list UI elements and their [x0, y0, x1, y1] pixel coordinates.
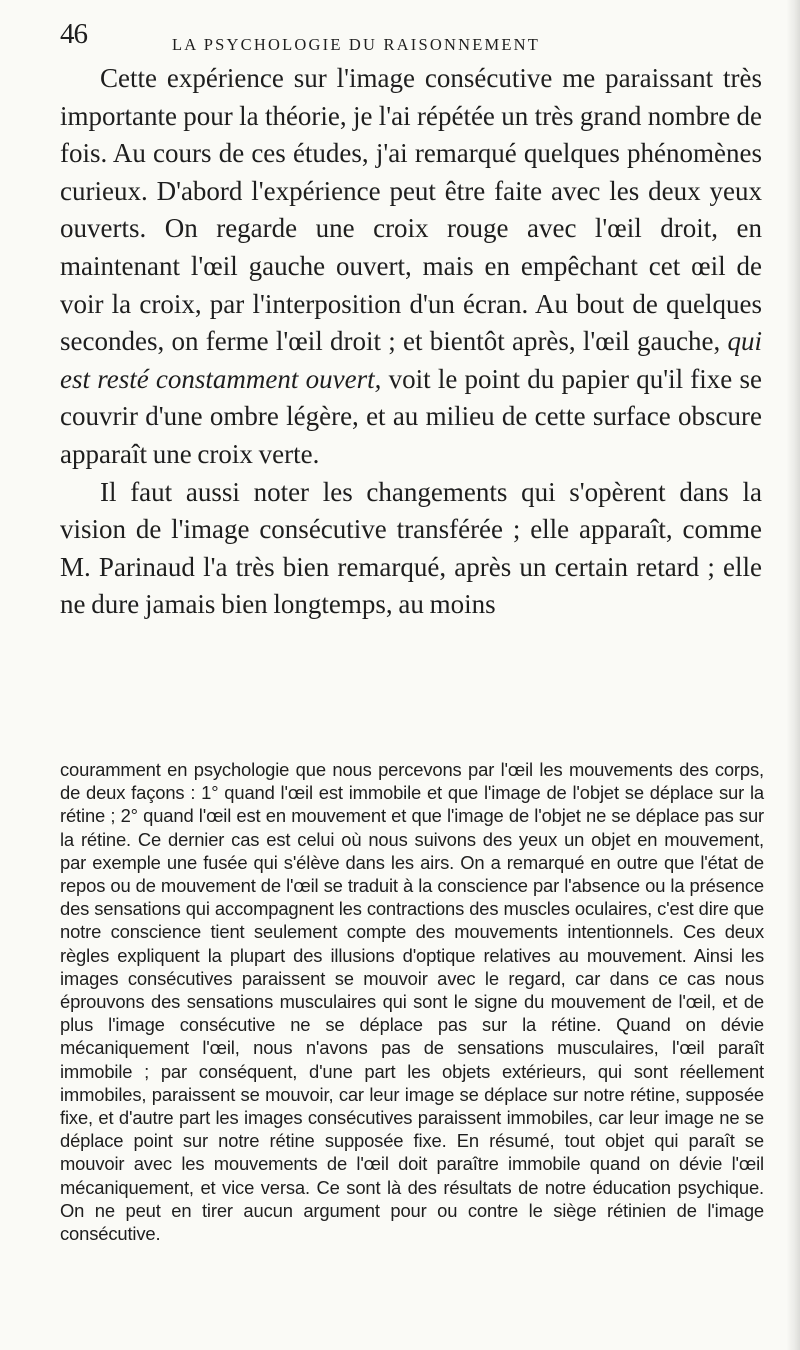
footnote-text: couramment en psychologie que nous percevons par l'œil les mouvements des corps, de deux façons : 1° quand l'œil est immobile et que l'image de l'objet se déplace sur la rétine ; 2° quand l'œil est en mouvement et que l'image de l'objet ne se déplace pas sur la rétine. Ce dernier cas est celui où nous suivons des yeux un objet en mouvement, par exemple une fusée qui s'élève dans les airs. On a remarqué en outre que l'état de repos ou de mouvement de l'œil se traduit à la conscience par l'absence ou la présence des sensations qui accompagnent les contractions des muscles oculaires, c'est dire que notre conscience tient seulement compte des mouvements intentionnels. Ces deux règles expliquent la plupart des illusions d'optique relatives au mouvement. Ainsi les images consécutives paraissent se mouvoir avec le regard, car dans ce cas nous éprouvons des sensations musculaires qui sont le signe du mouvement de l'œil, et de plus l'image consécutive ne se déplace pas sur la rétine. Quand on dévie mécaniquement l'œil, nous n'avons pas de sensations musculaires, l'œil paraît immobile ; par conséquent, d'une part les objets extérieurs, qui sont réellement immobiles, paraissent se mouvoir, car leur image se déplace sur notre rétine, supposée fixe, et d'autre part les images consécutives paraissent immobiles, car leur image ne se déplace point sur notre rétine supposée fixe. En résumé, tout objet qui paraît se mouvoir avec les mouvements de l'œil doit paraître immobile quand on dévie l'œil mécaniquement, et vice versa. Ce sont là des résultats de notre éducation psychique. On ne peut en tirer aucun argument pour ou contre le siège rétinien de l'image consécutive. — [60, 759, 764, 1245]
paragraph-1-text-end: voit le point du papier qu'il fixe se couvrir d'une ombre légère, et au milieu de cette surface obscure apparaît une croix verte. — [60, 363, 762, 469]
footnote — [60, 758, 764, 1245]
page-header — [60, 18, 760, 58]
page-number: 46 — [60, 18, 87, 50]
running-title: LA PSYCHOLOGIE DU RAISONNEMENT — [172, 35, 541, 54]
paragraph-1-text-start: Cette expérience sur l'image consécutive me paraissant très importante pour la théorie, je l'ai répétée un très grand nombre de fois. Au cours de ces études, j'ai remarqué quelques phénomènes curieux. D'abord l'expérience peut être faite avec les deux yeux ouverts. On regarde une croix rouge avec l'œil droit, en maintenant l'œil gauche ouvert, mais en empêchant cet œil de voir la croix, par l'interposition d'un écran. Au bout de quelques secondes, on ferme l'œil droit ; et bientôt après, l'œil gauche, — [60, 63, 762, 357]
paragraph-2: Il faut aussi noter les changements qui s'opèrent dans la vision de l'image consécutive transférée ; elle apparaît, comme M. Parinaud l'a très bien remarqué, après un certain retard ; elle ne dure jamais bien longtemps, au moins — [60, 476, 762, 620]
page-edge-shadow — [786, 0, 800, 1350]
main-text — [60, 60, 762, 624]
paragraph-1 — [60, 60, 762, 474]
paragraph-1-emphasis: qui est resté constamment ouvert, — [60, 326, 762, 394]
